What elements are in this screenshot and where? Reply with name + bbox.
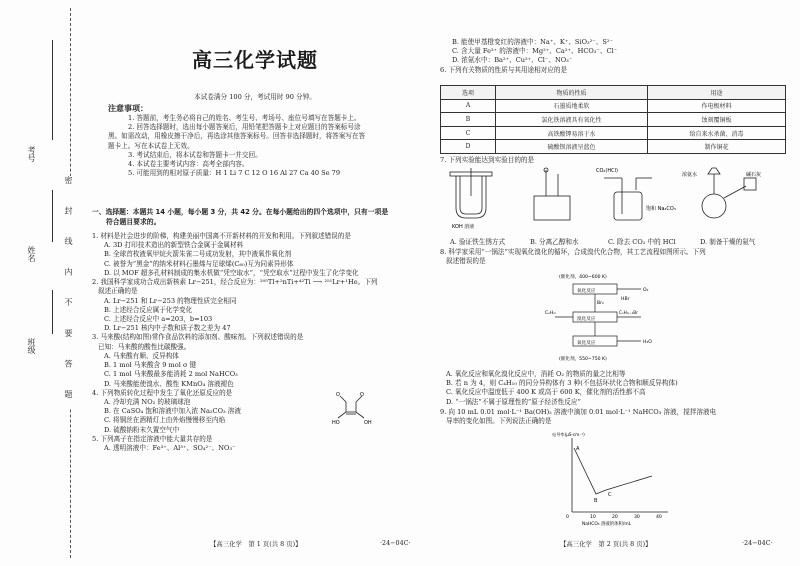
flow-h2o: H₂O xyxy=(643,340,652,345)
table-cell: 蚀刻覆铜板 xyxy=(648,113,786,127)
flow-br2: Br₂ xyxy=(597,301,604,306)
footer-code-right: ·24−04C· xyxy=(742,539,773,547)
option: B. 能使甲基橙变红的溶液中：Na⁺、K⁺、SiO₃²⁻、S²⁻ xyxy=(452,38,613,46)
notice-item: 4. 本试卷主要考试内容：高考全部内容。 xyxy=(128,160,249,169)
flow-cnbr: CₙHₘ₋₁Br xyxy=(619,310,638,315)
table-cell: 给自来水杀菌、消毒 xyxy=(648,126,786,140)
xtick: 10 xyxy=(590,515,596,520)
option: C. 氧化反应中温度低于 400 K 或高于 600 K，催化剂的活性都不高 xyxy=(446,388,646,397)
option: C. 含大量 Fe³⁺ 的溶液中：Mg²⁺、Ca²⁺、HCO₃⁻、Cl⁻ xyxy=(452,47,618,56)
flow-bottom-label: (催化剂，550~750 K) xyxy=(559,357,607,362)
table-cell: 作电极材料 xyxy=(648,99,786,113)
point-b: B xyxy=(594,498,598,504)
name-blank xyxy=(52,190,53,242)
x-axis-label: NaHCO₃ 溶液的体积/mL xyxy=(582,522,632,526)
table-header-row xyxy=(441,86,786,100)
option: A. 氧化反应和氧化溴化反应中，消耗 O₂ 的物质的量之比相等 xyxy=(446,370,626,378)
question-stem: 1. 材料是社会进步的阶梯，构建美丽中国离不开新材料的开发和利用。下列叙述错误的是 xyxy=(92,232,351,240)
section1-heading xyxy=(92,208,388,228)
koh-label: KOH 溶液 xyxy=(452,224,475,230)
q5-continued xyxy=(440,38,786,75)
table-row xyxy=(441,99,786,113)
exam-no-blank xyxy=(52,40,53,140)
option: D. 以 MOF 超多孔材料制成的集水机做“凭空取水”，“凭空取水”过程中发生了化学变化 xyxy=(104,268,359,277)
table-cell: 石墨质地柔软 xyxy=(496,99,648,113)
table-row xyxy=(441,113,786,127)
question-stem: 8. 科学家采用“一锅法”实现氧化溴化的循环，合成溴代化合物，其工艺流程如图所示。下列 xyxy=(440,248,706,256)
q7-option: D. 制备干燥的氨气 xyxy=(700,238,756,246)
q8-flow-diagram xyxy=(545,270,665,364)
class-label: 班级 xyxy=(27,338,36,354)
option: C. 1 mol 马来酸最多能消耗 2 mol NaHCO₃ xyxy=(104,370,238,379)
svg-text:HO: HO xyxy=(332,420,340,426)
svg-text:O: O xyxy=(360,392,364,398)
option: A. 透明溶液中：Fe³⁺、Al³⁺、SO₄²⁻、NO₃⁻ xyxy=(104,444,236,453)
q8-stem xyxy=(440,248,706,266)
option: D. 浓氨水中：Ba²⁺、Cu²⁺、Cl⁻、NO₃⁻ xyxy=(452,56,573,65)
table-row xyxy=(441,140,786,154)
table-header: 用途 xyxy=(648,86,786,100)
table-header: 选项 xyxy=(441,86,496,100)
svg-text:O: O xyxy=(336,392,340,398)
option: D. Lr−251 核内中子数和质子数之差为 47 xyxy=(104,324,231,333)
question-stem: 已知：马来酸的酸性比碳酸强。 xyxy=(98,342,191,351)
conductivity-curve xyxy=(574,448,652,494)
notice-item: 1. 答题前，考生务必将自己的姓名、考生号、考场号、座位号填写在答题卡上。 xyxy=(128,114,361,122)
flow-brom-box: 溴化反应 xyxy=(577,317,596,322)
page-title: 高三化学试题 xyxy=(192,48,318,72)
lime-label: 碱石灰 xyxy=(746,172,762,178)
flow-hbr: HBr xyxy=(621,297,630,302)
option: C. 将铜丝在酒精灯上由外焰慢慢移至内焰 xyxy=(104,416,226,425)
table-header: 物质的性质 xyxy=(496,86,648,100)
table-cell: C xyxy=(441,126,496,140)
maleic-acid-structure xyxy=(330,390,390,426)
option: D. “一锅法”不属于原理性的“原子经济性反应” xyxy=(446,397,581,406)
notice-item: 3. 考试结束后，将本试卷和答题卡一并交回。 xyxy=(128,150,262,159)
footer-page-right: 【高三化学 第 2 页(共 8 页)】 xyxy=(560,540,652,548)
question-stem: 导率的变化如图。下列说法正确的是 xyxy=(446,417,552,426)
question-stem: 3. 马来酸(结构如图)常作食品饮料的添加剂、酸味剂。下列叙述错误的是 xyxy=(92,333,304,342)
seal-text: 密 封 线 内 不 要 答 题 xyxy=(64,176,73,408)
question-stem: 2. 我国科学家成功合成出新核素 Lr−251，经合反应为：²⁰⁵Tl+²nTi+⁴²Ti ⟶ ²⁵¹Lr+¹He。下列 xyxy=(92,278,378,287)
q7-apparatus xyxy=(446,166,786,232)
notice-item: 题卡上。写在本试卷上无效。 xyxy=(108,141,194,150)
option: A. 冷却充满 NO₂ 的玻璃球泡 xyxy=(104,397,191,406)
xtick: 20 xyxy=(612,515,618,520)
name-label: 姓名 xyxy=(27,246,36,262)
question-stem: 9. 向 10 mL 0.01 mol·L⁻¹ Ba(OH)₂ 溶液中滴加 0.01 mol·L⁻¹ NaHCO₃ 溶液，搅拌溶液电 xyxy=(440,408,717,416)
q7-stem-wrap xyxy=(440,154,534,164)
flow-o2: O₂ xyxy=(643,288,649,293)
na2co3-label: 饱和 Na₂CO₃ xyxy=(646,206,676,212)
class-blank xyxy=(52,290,53,334)
table-cell: B xyxy=(441,113,496,127)
option: B. 1 mol 马来酸含 9 mol σ 键 xyxy=(104,361,197,370)
option: B. 全球首枚液氧甲烷火箭朱雀二号成功发射，其中液氧作氧化剂 xyxy=(104,250,292,259)
exam-no-label: 考号 xyxy=(27,146,36,162)
question-stem: 5. 下列离子在指定溶液中能大量共存的是 xyxy=(92,434,213,443)
svg-text:OH: OH xyxy=(364,420,372,426)
option: D. 硫酸钠粉末久置空气中 xyxy=(104,425,180,434)
section1-heading-line: 一、选择题：本题共 14 小题，每小题 3 分，共 42 分。在每小题给出的四个选项中，只有一项是 xyxy=(92,208,389,216)
xtick: 30 xyxy=(634,515,640,520)
q7-option: A. 验证铁生锈方式 xyxy=(450,238,506,246)
q6-table xyxy=(440,85,786,154)
y-axis-label: 电导率(μS·cm⁻¹) xyxy=(552,432,585,437)
binding-strip xyxy=(0,0,88,566)
q9-stem xyxy=(440,408,786,426)
option: C. 上述经合反应中 a=203，b=103 xyxy=(104,314,213,323)
origin: 0 xyxy=(566,515,569,520)
notice-item: 黑。如需改动，用橡皮擦干净后，再选涂其他答案标号。回答非选择题时，将答案写在答 xyxy=(108,132,366,141)
flow-top-label: (催化剂，400~600 K) xyxy=(559,275,607,280)
q7-option: C. 除去 CO₂ 中的 HCl xyxy=(608,238,676,246)
question-stem: 叙述错误的是 xyxy=(446,257,486,266)
option: A. 3D 打印技术造出的新型铁合金属于金属材料 xyxy=(104,241,244,250)
option: D. 马来酸能使溴水、酸性 KMnO₄ 溶液褪色 xyxy=(104,379,234,388)
table-cell: 制作铜花 xyxy=(648,140,786,154)
question-stem: 6. 下列有关物质的性质与其用途相对应的是 xyxy=(440,65,568,74)
exam-subtitle: 本试卷满分 100 分，考试用时 90 分钟。 xyxy=(194,93,316,101)
option: B. 若 n 为 4，则 C₄H₁₀ 的同分异构体有 3 种(不包括环状化合物和顺反异构体) xyxy=(446,379,678,388)
flow-cnhm: CₙHₘ xyxy=(545,311,557,316)
nh3-label: 浓氨水 xyxy=(682,172,698,178)
table-cell: 硫酸钡溶液呈蓝色 xyxy=(496,140,648,154)
option: B. 上述经合反应属于化学变化 xyxy=(104,305,193,314)
option: A. Lr−251 和 Lr−253 的物理性质完全相同 xyxy=(104,296,237,305)
flow-ox-box: 氧化反应 xyxy=(577,289,596,294)
option: A. 马来酸有顺、反异构体 xyxy=(104,351,179,360)
option: C. 被誉为“黑金”的纳米材料石墨烯与足球烯(C₆₀)互为同素异形体 xyxy=(104,259,294,268)
question-stem: 4. 下列物质转化过程中发生了氧化还原反应的是 xyxy=(92,388,233,397)
table-cell: A xyxy=(441,99,496,113)
point-a: A xyxy=(576,446,580,452)
q7-option: B. 分离乙醇和水 xyxy=(530,238,579,246)
table-cell: D xyxy=(441,140,496,154)
table-row xyxy=(441,126,786,140)
q8-options xyxy=(446,370,786,407)
option: B. 在 CaSO₄ 饱和溶液中加入浓 Na₂CO₃ 溶液 xyxy=(104,407,241,416)
co2-label: CO₂(HCl) xyxy=(596,168,618,174)
footer-page-left: 【高三化学 第 1 页(共 8 页)】 xyxy=(210,540,302,548)
point-c: C xyxy=(608,492,612,498)
notice-item: 2. 回答选择题时，选出每小题答案后，用铅笔把答题卡上对应题目的答案标号涂 xyxy=(128,123,361,132)
notice-item: 5. 可能用到的相对原子质量：H 1 Li 7 C 12 O 16 Al 27 Ca 40 Se 79 xyxy=(128,169,341,178)
xtick: 40 xyxy=(656,515,662,520)
flow-ox2-box: 氧化反应 xyxy=(577,341,596,346)
notice-heading: 注意事项： xyxy=(108,104,148,113)
question-stem: 叙述正确的是 xyxy=(98,287,138,296)
notice-block xyxy=(108,114,422,179)
q9-conductivity-graph xyxy=(552,432,682,526)
section1-heading-line: 符合题目要求的。 xyxy=(106,217,161,226)
table-cell: 氯化铁溶液具有氧化性 xyxy=(496,113,648,127)
footer-code-left: ·24−04C· xyxy=(380,539,411,547)
table-cell: 高铁酸钾易溶于水 xyxy=(496,126,648,140)
question-stem: 7. 下列实验能达到实验目的的是 xyxy=(440,156,535,164)
